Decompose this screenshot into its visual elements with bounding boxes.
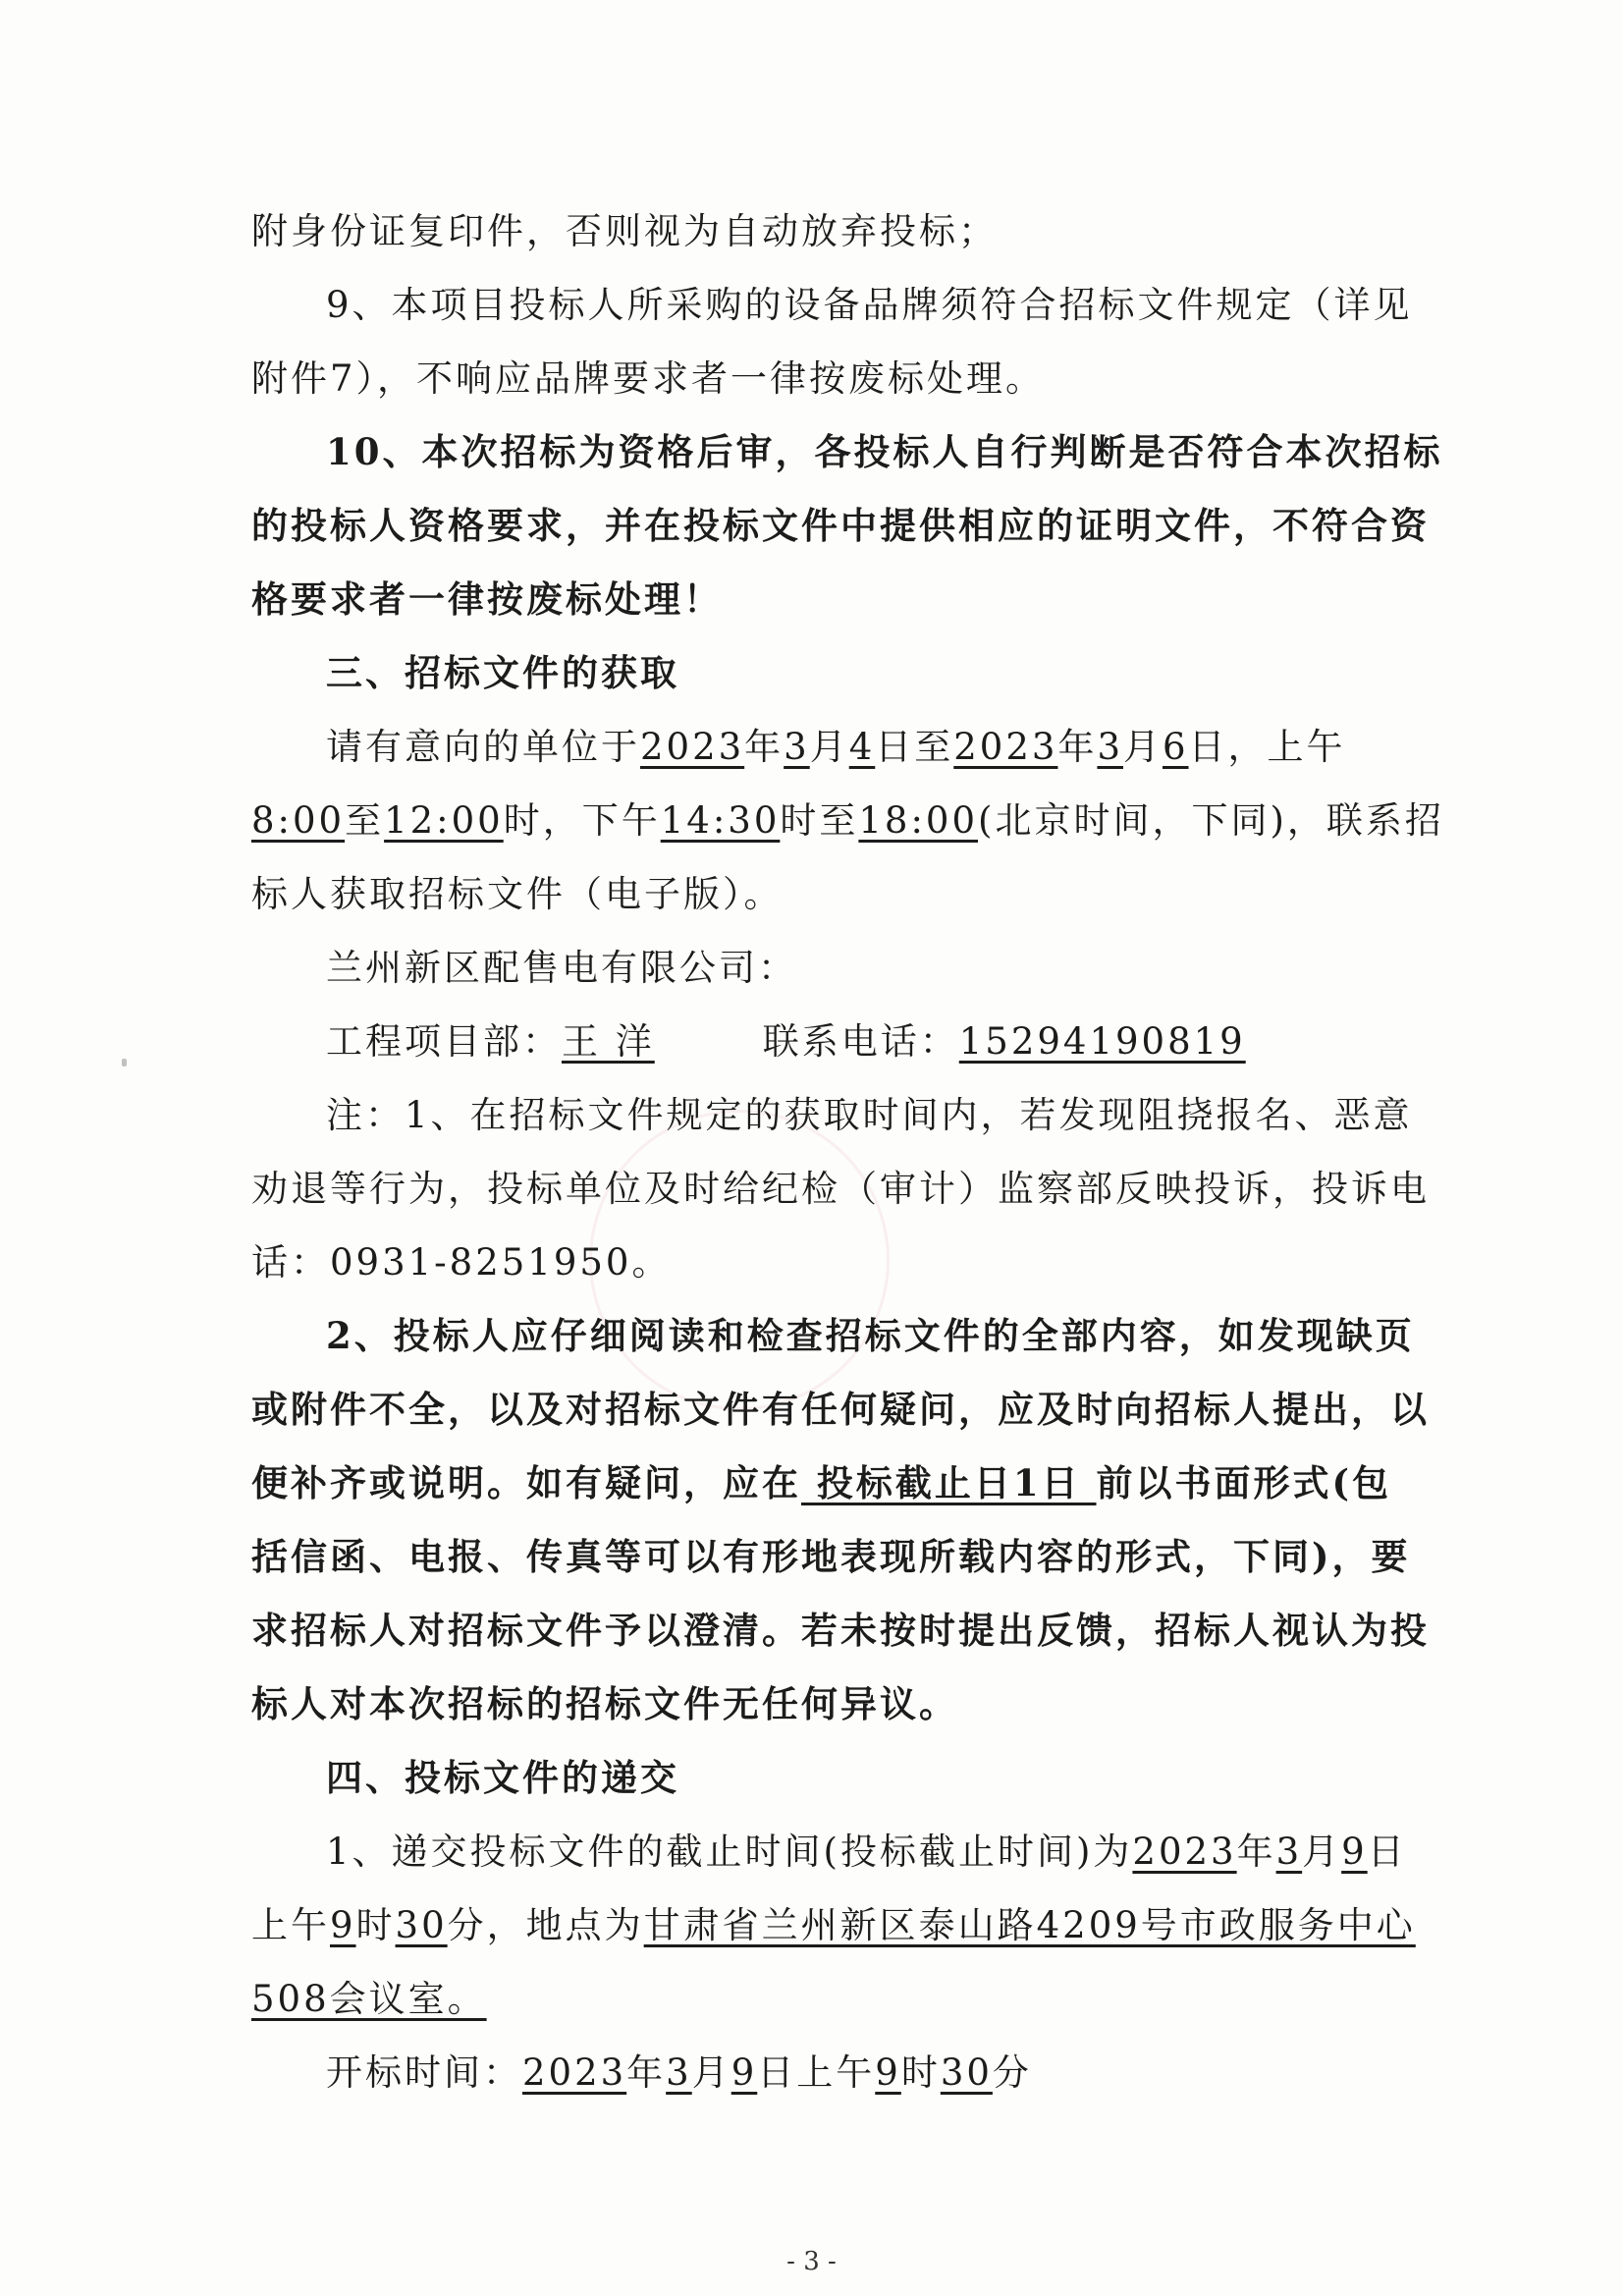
document-body [251,194,1444,2109]
text-segment: 请有意向的单位于 [326,726,640,768]
underlined-fill-value: 14:30 [660,799,781,842]
text-segment: 年 [626,2051,667,2094]
underlined-fill-value: 15294190819 [958,1020,1246,1063]
text-segment: 9、本项目投标人所采购的设备品牌须符合招标文件规定（详见 [326,284,1413,326]
underlined-fill-value: 2023 [640,726,745,768]
text-segment: 1、递交投标文件的截止时间(投标截止时间)为 [326,1831,1133,1873]
underlined-fill-value: 9 [875,2051,901,2094]
text-line [251,1078,1413,1152]
underlined-fill-value: 4 [848,726,876,768]
text-line [251,1520,1411,1594]
text-segment: 日，上午 [1188,726,1346,768]
underlined-fill-value: 8:00 [251,799,346,842]
text-segment: 年 [1057,726,1098,768]
text-segment: 月 [1122,726,1163,768]
text-segment: 三、招标文件的获取 [326,651,679,694]
text-line [251,710,1380,784]
text-line [251,563,1380,636]
underlined-fill-value: 30 [940,2051,993,2094]
text-line [251,1888,1416,1962]
text-segment: 时至 [780,799,859,842]
text-segment: 兰州新区配售电有限公司： [326,947,797,989]
text-segment: (北京时间，下同)，联系招 [978,799,1444,842]
text-segment: 时 [900,2051,941,2094]
text-segment: 括信函、电报、传真等可以有形地表现所载内容的形式，下同)，要 [251,1535,1411,1578]
text-line [251,1005,1380,1078]
text-segment: 年 [1236,1831,1276,1873]
text-line [251,194,1380,268]
underlined-fill-value: 2023 [953,726,1058,768]
underlined-fill-value: 9 [1341,1831,1368,1873]
underlined-fill-value: 2023 [1132,1831,1237,1873]
text-segment: 年 [744,726,784,768]
underlined-fill-value: 王 洋 [562,1020,655,1063]
underlined-fill-value: 9 [730,2051,758,2094]
text-segment: 的投标人资格要求，并在投标文件中提供相应的证明文件，不符合资 [251,504,1430,547]
text-segment: 月 [691,2051,731,2094]
underlined-fill-value: 18:00 [858,799,979,842]
text-segment: 附身份证复印件，否则视为自动放弃投标； [251,210,998,252]
text-segment: 上午 [251,1904,330,1946]
text-segment: 劝退等行为，投标单位及时给纪检（审计）监察部反映投诉，投诉电 [251,1168,1430,1210]
underlined-fill-value: 9 [330,1904,356,1946]
text-segment: 时 [355,1904,396,1946]
text-line [251,489,1430,563]
scan-speck [122,1059,127,1066]
text-segment: 格要求者一律按废标处理！ [251,577,723,621]
underlined-fill-value: 6 [1162,726,1189,768]
text-segment: 日上午 [757,2051,876,2094]
text-line [251,268,1413,342]
text-segment: 分，地点为 [447,1904,644,1946]
text-segment: 标人对本次招标的招标文件无任何异议。 [251,1682,958,1725]
text-segment: 开标时间： [326,2051,522,2094]
text-segment: 附件7），不响应品牌要求者一律按废标处理。 [251,357,1046,400]
text-segment: 便补齐或说明。如有疑问，应在 [251,1461,801,1504]
text-segment: 月 [809,726,849,768]
text-segment: 2、投标人应仔细阅读和检查招标文件的全部内容，如发现缺页 [326,1314,1415,1357]
underlined-fill-value: 30 [395,1904,448,1946]
text-line [251,1741,1380,1815]
text-segment: 话：0931-8251950。 [251,1241,672,1284]
text-line [251,1815,1407,1888]
text-segment: 四、投标文件的递交 [326,1756,679,1799]
text-segment: 标人获取招标文件（电子版）。 [251,873,784,915]
underlined-fill-value: 甘肃省兰州新区泰山路4209号市政服务中心 [643,1904,1416,1946]
underlined-fill-value: 投标截止日1日 [801,1461,1097,1504]
text-segment: 求招标人对招标文件予以澄清。若未按时提出反馈，招标人视认为投 [251,1609,1430,1652]
text-line [251,931,1380,1005]
text-line [251,1299,1415,1373]
text-line [251,1667,1380,1741]
text-line [251,2036,1380,2109]
text-segment: 时，下午 [503,799,661,842]
text-segment: 工程项目部： [326,1020,562,1063]
text-line [251,342,1380,415]
page-number: - 3 - [786,2247,837,2276]
text-line [251,1447,1392,1520]
text-line [251,636,1380,710]
text-segment: 日 [1367,1831,1407,1873]
underlined-fill-value: 508会议室。 [251,1978,487,2020]
underlined-fill-value: 3 [784,726,810,768]
underlined-fill-value: 3 [1097,726,1123,768]
text-segment: 10、本次招标为资格后审，各投标人自行判断是否符合本次招标 [326,430,1443,473]
text-line [251,857,1380,931]
text-segment: 分 [992,2051,1032,2094]
text-segment: 注：1、在招标文件规定的获取时间内，若发现阻挠报名、恶意 [326,1094,1413,1136]
text-segment: 至 [345,799,385,842]
text-segment: 前以书面形式(包 [1096,1461,1392,1504]
text-line [251,1962,1380,2036]
text-line [251,1594,1430,1667]
text-line [251,1226,1380,1299]
text-segment: 月 [1302,1831,1342,1873]
text-line [251,415,1443,489]
text-segment: 联系电话： [762,1020,959,1063]
text-segment: 日至 [875,726,954,768]
text-line [251,1373,1430,1447]
text-segment: 或附件不全，以及对招标文件有任何疑问，应及时向招标人提出，以 [251,1388,1430,1431]
underlined-fill-value: 3 [666,2051,692,2094]
underlined-fill-value: 2023 [522,2051,627,2094]
text-line [251,1152,1430,1226]
underlined-fill-value: 3 [1275,1831,1303,1873]
text-line [251,784,1444,857]
underlined-fill-value: 12:00 [384,799,504,842]
